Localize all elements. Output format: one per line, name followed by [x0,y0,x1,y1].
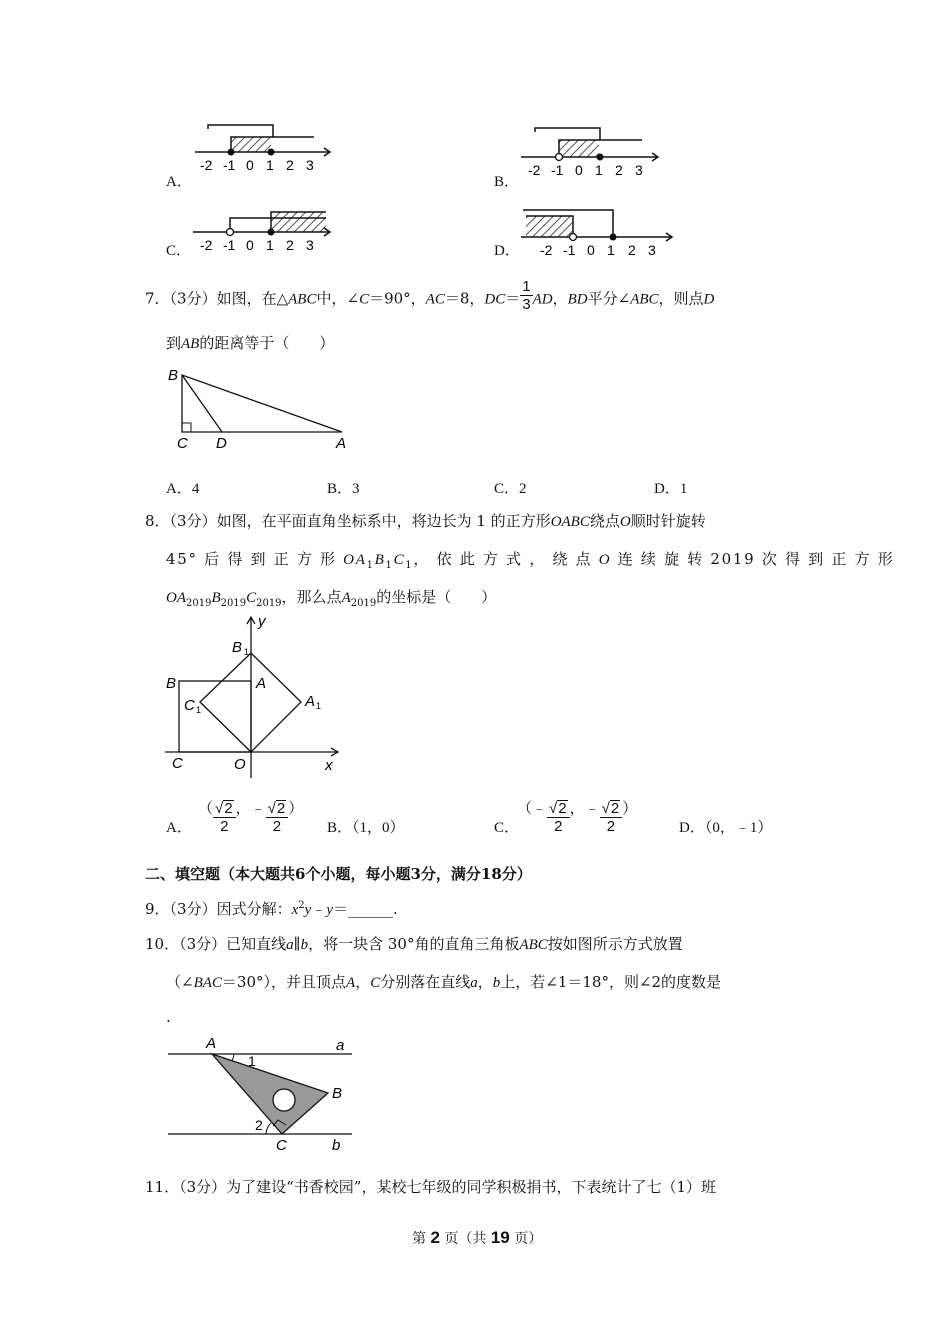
svg-text:1: 1 [316,701,322,711]
page-number: 2 [430,1228,440,1247]
svg-text:C: C [177,435,188,452]
q7-option-c: C．2 [494,481,527,497]
svg-text:2: 2 [628,242,636,258]
option-d-label: D． [494,243,520,259]
svg-text:-1: -1 [563,242,576,258]
q8-option-c-label: C． [494,820,520,836]
q10-stem-line1: 10．（3分）已知直线a∥b，将一块含 30°角的直角三角板ABC按如图所示方式放置 [145,935,683,953]
svg-text:3: 3 [635,162,643,178]
svg-text:B: B [166,675,177,692]
svg-text:A: A [336,435,347,452]
q7-option-b: B．3 [327,481,360,497]
q9-stem: 9．（3分）因式分解：$x^2y﹣y=\_\_\_\_\_\_$. [145,900,398,918]
q8-option-c-value: （﹣ $\frac{√2}{2}$ ，﹣ $\frac{√2}{2}$ ） [517,799,638,835]
q8-option-b: B．（1，0） [327,820,405,836]
svg-text:0: 0 [246,157,254,173]
svg-text:2: 2 [615,162,623,178]
total-pages: 19 [490,1228,510,1247]
svg-text:2: 2 [286,157,294,173]
svg-text:O: O [234,756,246,773]
svg-text:3: 3 [306,157,314,173]
svg-text:1: 1 [266,157,274,173]
svg-text:A: A [206,1035,217,1052]
q10-stem-line3: . [166,1008,171,1026]
svg-text:-2: -2 [540,242,553,258]
svg-text:-1: -1 [551,162,564,178]
svg-text:B: B [168,367,179,384]
q8-stem-line2: 45° 后 得 到 正 方 形 $OA_1B_1C_1$， 依 此 方 式 ， 绕 点 O 连 续 旋 转 2019 次 得 到 正 方 形 [166,550,895,571]
svg-text:0: 0 [575,162,583,178]
q8-option-d: D．（0，﹣1） [679,820,773,836]
svg-text:D: D [216,435,227,452]
q8-option-a-label: A． [166,820,192,836]
svg-text:-2: -2 [200,237,213,253]
svg-text:1: 1 [607,242,615,258]
q11-stem: 11．（3分）为了建设“书香校园”，某校七年级的同学积极捐书，下表统计了七（1）班 [145,1178,717,1196]
svg-text:0: 0 [246,237,254,253]
option-b-label: B． [494,174,520,190]
svg-text:C: C [184,697,195,714]
svg-text:B: B [232,639,243,656]
q7-number: 7． [145,289,170,308]
svg-text:0: 0 [587,242,595,258]
q7-option-a: A．4 [166,481,200,497]
q10-triangle-figure [160,1030,360,1155]
q8-stem-line3: $OA_{2019}B_{2019}C_{2019}$，那么点$A_{2019}$的坐标是（ ） [166,588,497,609]
q7-stem: 7．（3分）如图，在△ABC中，∠C＝90°，AC＝8，DC＝ $\frac{1}{3}$ AD，BD平分∠ABC，则点D [145,278,715,313]
svg-text:-2: -2 [528,162,541,178]
q7-option-d: D．1 [654,481,688,497]
svg-text:1: 1 [595,162,603,178]
page-footer: 第 2 页（共 19 页） [412,1228,543,1247]
q7-line2: 到AB的距离等于（ ） [166,334,335,352]
number-line-option-a [190,115,340,180]
svg-text:1: 1 [196,705,202,715]
q8-rotation-figure [160,612,350,782]
number-line-option-b [518,115,668,180]
svg-text:-1: -1 [223,157,236,173]
svg-text:y: y [258,613,266,630]
svg-text:3: 3 [306,237,314,253]
number-line-option-d [518,200,683,258]
q7-fraction: $\frac{1}{3}$ [522,278,531,313]
q7-score: （3分） [169,289,217,308]
svg-text:b: b [332,1137,341,1154]
option-c-label: C． [166,243,192,259]
svg-text:1: 1 [244,647,250,657]
svg-text:B: B [332,1085,343,1102]
svg-text:-2: -2 [200,157,213,173]
svg-text:2: 2 [286,237,294,253]
q10-stem-line2: （∠BAC＝30°），并且顶点A，C分别落在直线a，b上，若∠1＝18°，则∠2的度数是 [166,973,722,991]
q8-stem-line1: 8．（3分）如图，在平面直角坐标系中，将边长为 1 的正方形OABC绕点O顺时针旋转 [145,512,706,530]
svg-text:1: 1 [266,237,274,253]
svg-text:A: A [256,675,267,692]
svg-text:3: 3 [648,242,656,258]
svg-text:-1: -1 [223,237,236,253]
svg-text:a: a [336,1037,345,1054]
svg-text:x: x [325,757,333,774]
option-a-label: A． [166,174,192,190]
section-heading: 二、填空题（本大题共6个小题，每小题3分，满分18分） [145,865,532,883]
svg-text:C: C [172,755,183,772]
svg-text:C: C [276,1137,287,1154]
svg-text:A: A [305,693,316,710]
q7-triangle-figure [160,362,360,457]
number-line-option-c [190,200,340,258]
q8-option-a-value: （ $\frac{√2}{2}$ ，﹣ $\frac{√2}{2}$ ） [198,799,304,835]
svg-text:1: 1 [248,1053,256,1069]
svg-text:2: 2 [255,1117,263,1133]
